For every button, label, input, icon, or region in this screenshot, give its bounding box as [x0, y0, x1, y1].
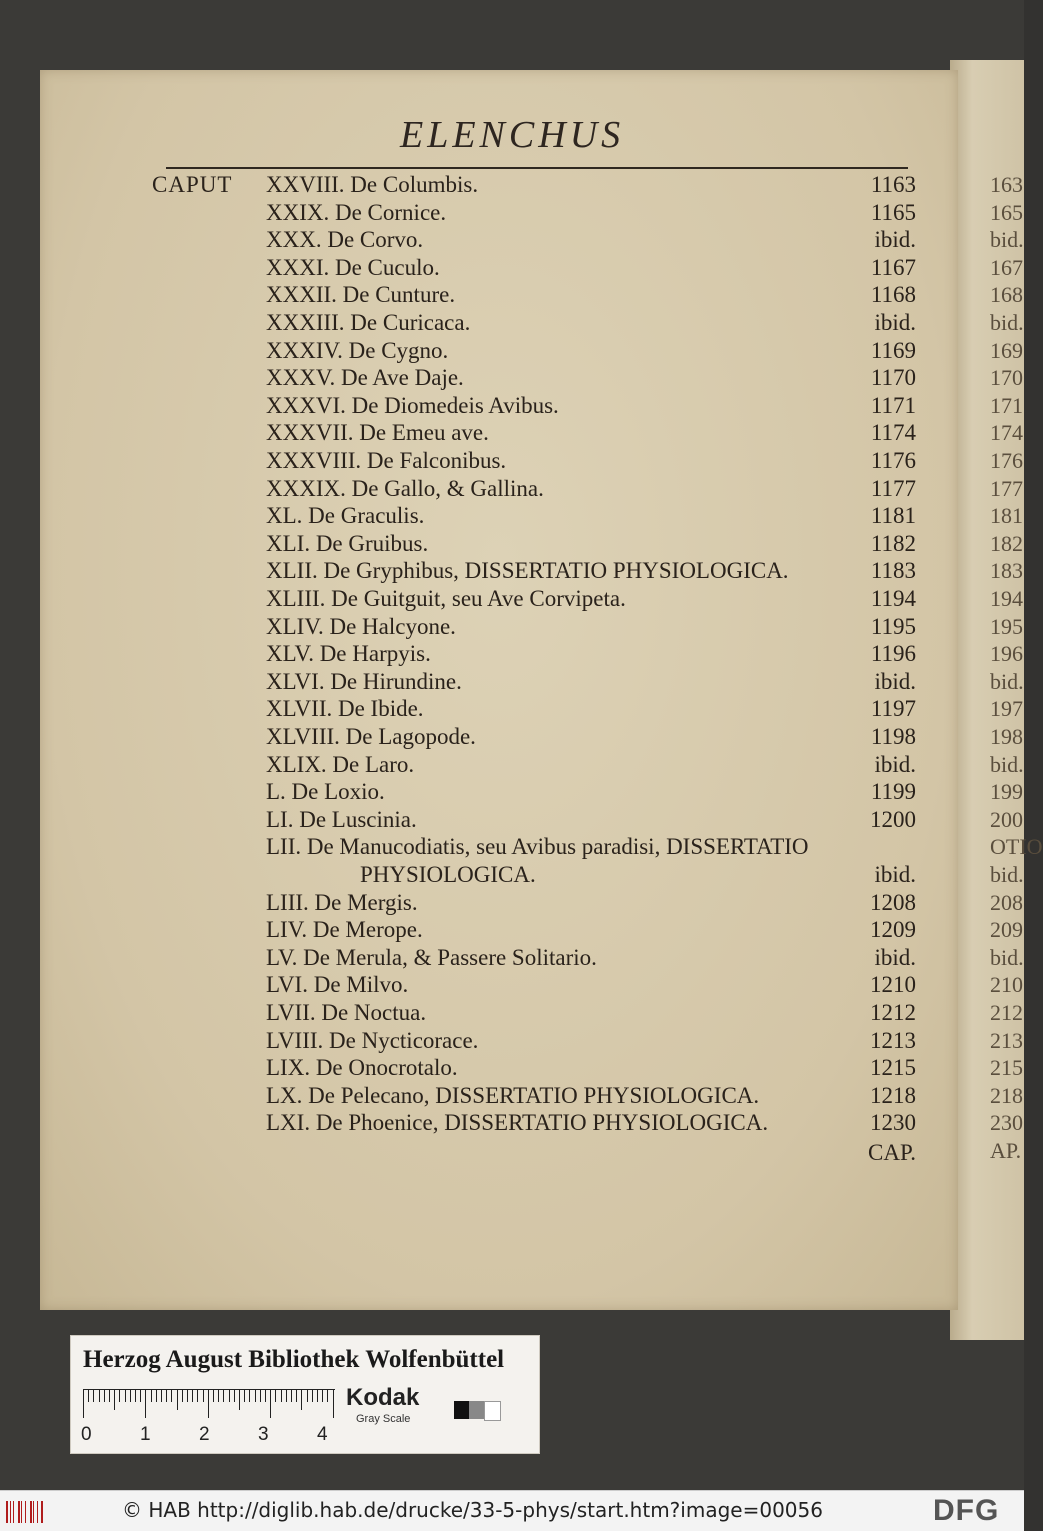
ruler-tick — [171, 1390, 172, 1402]
toc-entry-page: 1182 — [870, 530, 916, 556]
toc-entry-label: XXXVIII. De Falconibus. — [266, 448, 507, 473]
ruler-tick — [229, 1390, 230, 1402]
toc-entry-label: XLVII. De Ibide. — [266, 696, 424, 722]
toc-entry-page: 1174 — [870, 420, 916, 446]
facing-page-number: 196 — [990, 641, 1023, 667]
heading-rule — [166, 167, 908, 169]
facing-page-number: 176 — [990, 448, 1023, 473]
barcode-bar — [13, 1501, 14, 1523]
toc-entry-label: XXXIII. De Curicaca. — [266, 310, 471, 335]
ruler-tick — [286, 1390, 287, 1402]
toc-entry-label: XLVI. De Hirundine. — [266, 668, 462, 694]
facing-page-number: OTIO — [990, 834, 1043, 860]
toc-entry-page: 1170 — [870, 365, 916, 391]
toc-entry-label: PHYSIOLOGICA. — [360, 862, 536, 887]
gray-scale-label: Gray Scale — [356, 1413, 411, 1425]
ruler-tick — [161, 1390, 162, 1402]
toc-entry-page: 1183 — [870, 558, 916, 584]
ruler-number: 1 — [140, 1424, 151, 1445]
barcode-bar — [41, 1501, 43, 1523]
facing-page-number: 195 — [990, 613, 1023, 639]
toc-entry-page: 1230 — [870, 1110, 916, 1136]
ruler-tick — [317, 1390, 318, 1402]
facing-page-number: 182 — [990, 530, 1023, 556]
barcode-bar — [25, 1501, 26, 1523]
facing-page-number: bid. — [990, 668, 1024, 694]
facing-page-number: bid. — [990, 944, 1024, 970]
viewer-footer — [0, 1490, 1024, 1531]
ruler-tick — [218, 1390, 219, 1402]
ruler-tick — [281, 1390, 282, 1402]
toc-entry-label: XLV. De Harpyis. — [266, 641, 431, 667]
facing-page-number: 181 — [990, 503, 1023, 529]
facing-page-number: bid. — [990, 310, 1024, 335]
ruler-tick — [307, 1390, 308, 1402]
swatch-white — [484, 1401, 501, 1421]
ruler-tick — [239, 1390, 240, 1410]
toc-entry-page: 1213 — [870, 1027, 916, 1053]
toc-entry-page: 1165 — [870, 199, 916, 225]
ruler-tick — [135, 1390, 136, 1402]
toc-entry-label: LIX. De Onocrotalo. — [266, 1055, 458, 1081]
ruler-tick — [223, 1390, 224, 1402]
toc-entry-page: 1194 — [870, 586, 916, 611]
kodak-logo: Kodak — [346, 1384, 420, 1411]
facing-page-number: bid. — [990, 227, 1024, 253]
facing-page-number: 194 — [990, 586, 1023, 611]
facing-page-number: 183 — [990, 558, 1023, 584]
catchword: CAP. — [868, 1140, 916, 1165]
ruler-tick — [145, 1390, 146, 1418]
toc-entry-label: XXIX. De Cornice. — [266, 199, 447, 225]
ruler-tick — [140, 1390, 141, 1402]
toc-entry-page: ibid. — [874, 862, 916, 887]
toc-entry-page: 1195 — [870, 613, 916, 639]
toc-entry-label: XXXV. De Ave Daje. — [266, 365, 464, 391]
toc-entry-page: ibid. — [874, 310, 916, 335]
toc-entry-label: LV. De Merula, & Passere Solitario. — [266, 944, 597, 970]
toc-entry-label: LXI. De Phoenice, DISSERTATIO PHYSIOLOGICA. — [266, 1110, 769, 1136]
barcode-icon — [6, 1501, 44, 1523]
facing-page-number: 208 — [990, 889, 1023, 915]
toc-entry-label: XLI. De Gruibus. — [266, 530, 429, 556]
ruler-tick — [327, 1390, 328, 1402]
facing-page-number: 200 — [990, 806, 1023, 832]
toc-entry-label: XLIII. De Guitguit, seu Ave Corvipeta. — [266, 586, 626, 611]
facing-page-number: 218 — [990, 1082, 1023, 1108]
toc-entry-page: 1167 — [870, 254, 916, 280]
toc-entry-label: XXX. De Corvo. — [266, 227, 424, 253]
ruler-tick — [213, 1390, 214, 1402]
toc-entry-page: 1208 — [870, 889, 916, 915]
ruler-tick — [203, 1390, 204, 1402]
ruler-tick — [125, 1390, 126, 1402]
toc-entry-page: 1171 — [870, 392, 916, 418]
toc-entry-label: XXXIX. De Gallo, & Gallina. — [266, 475, 544, 501]
ruler-tick — [249, 1390, 250, 1402]
toc-entry-page: 1210 — [870, 972, 916, 998]
toc-entry-label: XXXI. De Cuculo. — [266, 254, 440, 280]
toc-entry-label: XXXVI. De Diomedeis Avibus. — [266, 392, 559, 418]
ruler-tick — [182, 1390, 183, 1402]
ruler-tick — [260, 1390, 261, 1402]
facing-page-number: 168 — [990, 282, 1023, 308]
facing-page-number: bid. — [990, 862, 1024, 887]
toc-entry-page: 1198 — [870, 724, 916, 749]
facing-page-number: 198 — [990, 724, 1023, 749]
toc-entry-label: XXVIII. De Columbis. — [266, 172, 479, 197]
facing-page-number: 174 — [990, 420, 1023, 446]
facing-page-number: 215 — [990, 1055, 1023, 1081]
ruler-number: 0 — [81, 1424, 92, 1445]
ruler-tick — [255, 1390, 256, 1402]
toc-entry-page: 1196 — [870, 641, 916, 667]
barcode-bar — [6, 1501, 8, 1523]
ruler-tick — [296, 1390, 297, 1402]
ruler-tick — [119, 1390, 120, 1402]
ruler-tick — [270, 1390, 271, 1418]
ruler-tick — [265, 1390, 266, 1402]
toc-entry-label: LX. De Pelecano, DISSERTATIO PHYSIOLOGICA. — [266, 1082, 760, 1108]
facing-page-number: AP. — [990, 1138, 1022, 1163]
toc-entry-page: ibid. — [874, 751, 916, 777]
ruler-number: 4 — [317, 1424, 328, 1445]
library-name: Herzog August Bibliothek Wolfenbüttel — [83, 1346, 505, 1373]
facing-page-number: 213 — [990, 1027, 1023, 1053]
ruler-tick — [130, 1390, 131, 1402]
toc-entry-page: 1215 — [870, 1055, 916, 1081]
ruler-tick — [197, 1390, 198, 1402]
facing-page-number: 163 — [990, 172, 1023, 197]
toc-entry-page: 1212 — [870, 1000, 916, 1025]
facing-page-number: 171 — [990, 392, 1023, 418]
dfg-logo: DFG — [933, 1494, 1000, 1527]
barcode-bar — [21, 1501, 22, 1523]
facing-page-number: 209 — [990, 917, 1023, 943]
ruler-tick — [234, 1390, 235, 1402]
facing-page-number: 170 — [990, 365, 1023, 391]
toc-entry-label: LVIII. De Nycticorace. — [266, 1027, 479, 1053]
scale-ruler — [83, 1389, 335, 1418]
facing-page-number: 199 — [990, 779, 1023, 805]
toc-entry-label: L. De Loxio. — [266, 779, 385, 805]
ruler-tick — [322, 1390, 323, 1402]
ruler-tick — [156, 1390, 157, 1402]
ruler-number: 2 — [199, 1424, 210, 1445]
ruler-tick — [166, 1390, 167, 1402]
toc-entry-label: XLIX. De Laro. — [266, 751, 415, 777]
toc-entry-page: ibid. — [874, 227, 916, 253]
barcode-bar — [10, 1501, 11, 1523]
ruler-tick — [275, 1390, 276, 1402]
ruler-numbers — [81, 1424, 351, 1448]
toc-entry-page: ibid. — [874, 668, 916, 694]
toc-entry-page: 1218 — [870, 1082, 916, 1108]
page-heading: ELENCHUS — [400, 114, 625, 156]
toc-entry-page: 1168 — [870, 282, 916, 308]
facing-page-number: 212 — [990, 1000, 1023, 1025]
toc-entry-label: LVII. De Noctua. — [266, 1000, 427, 1025]
copyright-link[interactable]: © HAB http://diglib.hab.de/drucke/33-5-phys/start.htm?image=00056 — [122, 1498, 823, 1522]
toc-entry-page: 1200 — [870, 806, 916, 832]
ruler-tick — [151, 1390, 152, 1402]
ruler-tick — [192, 1390, 193, 1402]
ruler-tick — [83, 1390, 84, 1418]
ruler-tick — [187, 1390, 188, 1402]
facing-page-number: 210 — [990, 972, 1023, 998]
ruler-tick — [104, 1390, 105, 1402]
facing-page-number: bid. — [990, 751, 1024, 777]
toc-entry-label: XXXII. De Cunture. — [266, 282, 456, 308]
swatch-black — [454, 1401, 469, 1419]
toc-entry-label: XL. De Graculis. — [266, 503, 425, 529]
toc-entry-page: 1177 — [870, 475, 916, 501]
ruler-tick — [208, 1390, 209, 1418]
ruler-tick — [88, 1390, 89, 1402]
toc-entry-label: XLII. De Gryphibus, DISSERTATIO PHYSIOLOGICA. — [266, 558, 789, 584]
barcode-bar — [33, 1501, 34, 1523]
ruler-tick — [177, 1390, 178, 1410]
ruler-tick — [301, 1390, 302, 1410]
toc-entry-label: LIV. De Merope. — [266, 917, 423, 943]
ruler-tick — [114, 1390, 115, 1410]
library-card — [70, 1335, 540, 1454]
facing-page-number: 165 — [990, 199, 1023, 225]
barcode-bar — [37, 1501, 38, 1523]
facing-page-number: 230 — [990, 1110, 1023, 1136]
facing-page-number: 167 — [990, 254, 1023, 280]
swatch-gray — [469, 1401, 484, 1419]
facing-page-number: 177 — [990, 475, 1023, 501]
ruler-tick — [244, 1390, 245, 1402]
toc-entry-page: 1197 — [870, 696, 916, 722]
facing-page-number: 169 — [990, 337, 1023, 363]
barcode-bar — [18, 1501, 20, 1523]
toc-entry-page: 1176 — [870, 448, 916, 473]
toc-entry-label: XXXVII. De Emeu ave. — [266, 420, 489, 446]
toc-entry-label: LVI. De Milvo. — [266, 972, 409, 998]
caput-label: CAPUT — [152, 172, 233, 197]
ruler-tick — [93, 1390, 94, 1402]
ruler-tick — [99, 1390, 100, 1402]
toc-entry-page: 1199 — [870, 779, 916, 805]
toc-entry-page: 1163 — [870, 172, 916, 197]
toc-entry-page: ibid. — [874, 944, 916, 970]
barcode-bar — [30, 1501, 32, 1523]
toc-entry-page: 1169 — [870, 337, 916, 363]
ruler-tick — [291, 1390, 292, 1402]
toc-entry-label: LIII. De Mergis. — [266, 889, 418, 915]
toc-entry-page: 1209 — [870, 917, 916, 943]
toc-entry-label: XLVIII. De Lagopode. — [266, 724, 476, 749]
toc-entry-label: LII. De Manucodiatis, seu Avibus paradisi, DISSERTATIO — [266, 834, 809, 860]
ruler-tick — [312, 1390, 313, 1402]
ruler-tick — [333, 1390, 334, 1418]
ruler-tick — [109, 1390, 110, 1402]
toc-entry-label: LI. De Luscinia. — [266, 806, 417, 832]
facing-page-number: 197 — [990, 696, 1023, 722]
toc-entry-page: 1181 — [870, 503, 916, 529]
ruler-number: 3 — [258, 1424, 269, 1445]
toc-entry-label: XLIV. De Halcyone. — [266, 613, 456, 639]
toc-entry-label: XXXIV. De Cygno. — [266, 337, 449, 363]
